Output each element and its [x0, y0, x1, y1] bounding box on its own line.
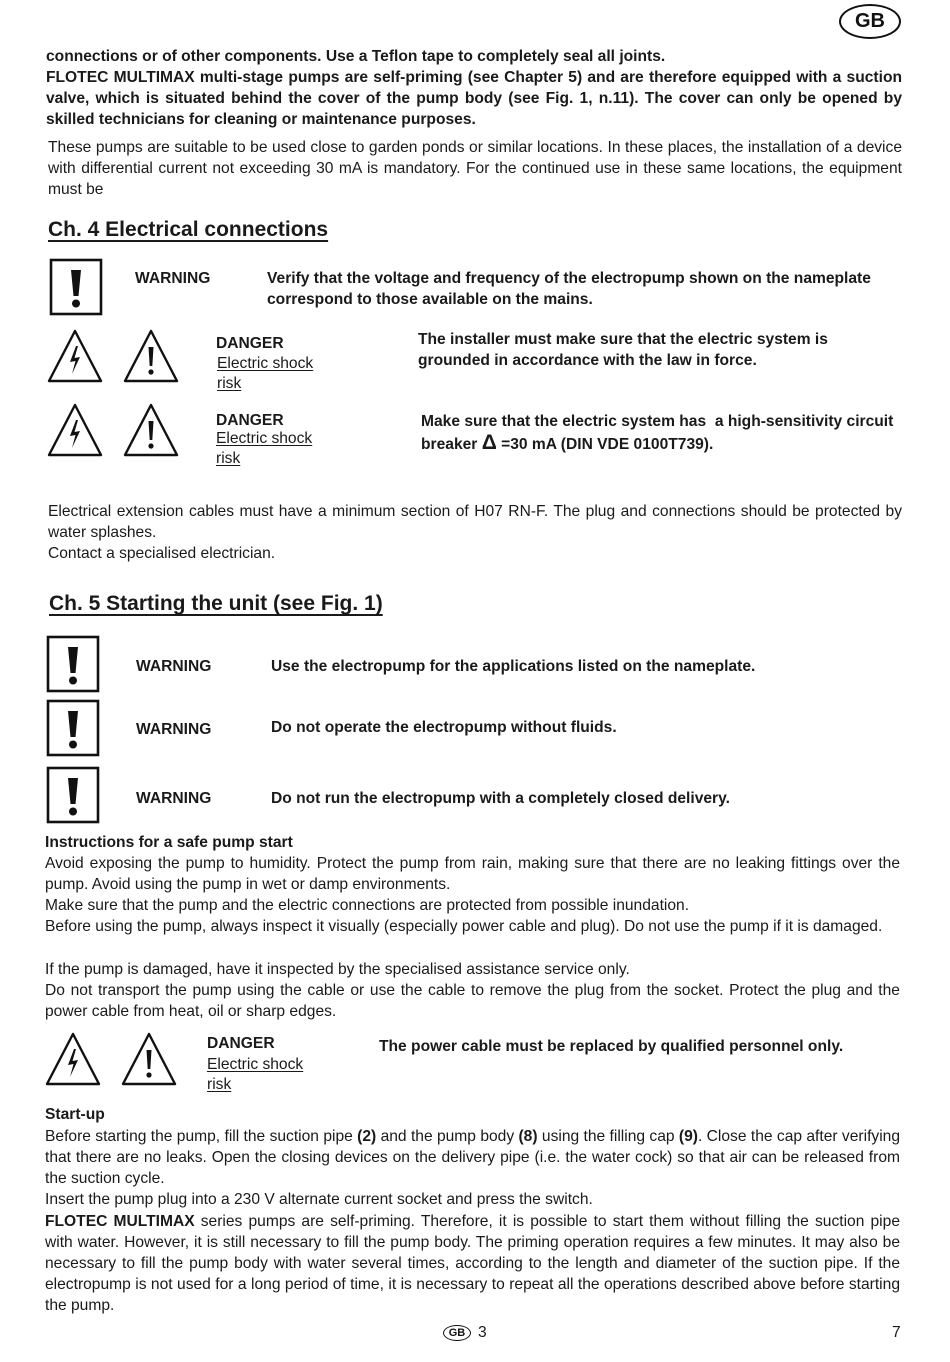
ch5-warning1-label: WARNING — [136, 658, 212, 675]
ch5-danger-label: DANGER — [207, 1035, 275, 1052]
ch4-danger1-sublabel-2: risk — [217, 375, 242, 392]
ch5-danger-sublabel-2: risk — [207, 1076, 232, 1093]
safe-start-para-4: If the pump is damaged, have it inspected by the specialised assistance service only. — [45, 961, 630, 978]
ch5-danger-text: The power cable must be replaced by qualified personnel only. — [379, 1038, 844, 1055]
footer-page-inner: 3 — [478, 1324, 487, 1341]
ch4-danger1-text: The installer must make sure that the electric system is grounded in accordance with the law in force. — [418, 331, 828, 369]
ch5-warning2-label: WARNING — [136, 721, 212, 738]
startup-para-2: Insert the pump plug into a 230 V alternate current socket and press the switch. — [45, 1191, 593, 1208]
ch4-extension-cable-note: Electrical extension cables must have a minimum section of H07 RN-F. The plug and connections should be protected by water splashes. — [48, 503, 902, 541]
safe-start-para-5: Do not transport the pump using the cable or use the cable to remove the plug from the socket. Protect the plug and the power cable from heat, oil or sharp edges. — [45, 982, 900, 1020]
safe-start-para-2: Make sure that the pump and the electric connections are protected from possible inundation. — [45, 897, 690, 914]
startup-heading: Start-up — [45, 1106, 105, 1123]
intro-normal-para: These pumps are suitable to be used close to garden ponds or similar locations. In these places, the installation of a device with differential current not exceeding 30 mA is mandatory. For the continued use in these same locations, the equipment must be — [48, 139, 902, 198]
startup-p1-a: Before starting the pump, fill the suction pipe — [45, 1128, 358, 1145]
intro-bold-para: FLOTEC MULTIMAX multi-stage pumps are self-priming (see Chapter 5) and are therefore equipped with a suction valve, which is situated behind the cover of the pump body (see Fig. 1, n.11). The cover can only be opened by skilled technicians for cleaning or maintenance purposes. — [46, 69, 902, 128]
electric-shock-icon — [44, 1031, 102, 1087]
ch5-warning1-text: Use the electropump for the applications listed on the nameplate. — [271, 658, 756, 675]
intro-bold-line-1: connections or of other components. Use a Teflon tape to completely seal all joints. — [46, 48, 666, 65]
ch4-danger2-sublabel-1: Electric shock — [216, 430, 313, 447]
startup-p1-c: and the pump body — [376, 1128, 519, 1145]
warning-icon — [46, 699, 100, 757]
safe-start-heading: Instructions for a safe pump start — [45, 834, 293, 851]
ref-pump-body: (8) — [518, 1128, 538, 1145]
ref-filling-cap: (9) — [678, 1128, 698, 1145]
breaker-rating: =30 mA (DIN VDE 0100T739). — [496, 436, 714, 453]
ch4-warning-text: Verify that the voltage and frequency of the electropump shown on the nameplate correspond to those available on the mains. — [267, 270, 871, 308]
ch4-danger2-text-line-2 — [421, 432, 713, 455]
warning-icon — [46, 766, 100, 824]
ch5-warning3-text: Do not run the electropump with a completely closed delivery. — [271, 790, 730, 807]
ch4-warning-label: WARNING — [135, 270, 211, 287]
caution-triangle-icon — [120, 1031, 178, 1087]
ch4-danger1-label: DANGER — [216, 335, 284, 352]
ch4-danger2-sublabel-2: risk — [216, 450, 241, 467]
startup-para-1 — [45, 1126, 900, 1189]
electric-shock-icon — [46, 328, 104, 384]
ch4-danger2-text-line-1: Make sure that the electric system has a high-sensitivity circuit — [421, 413, 894, 430]
warning-icon — [46, 635, 100, 693]
footer-page-number: 7 — [892, 1324, 901, 1341]
language-badge-text: GB — [855, 10, 885, 32]
ch4-danger2-label: DANGER — [216, 412, 284, 429]
startup-p1-g: . Close the cap after verifying that there are no leaks. Open the closing devices on the delivery pipe (i.e. the water cock) so that air can be released from the suction cycle. — [45, 1128, 901, 1187]
caution-triangle-icon — [122, 328, 180, 384]
ch5-warning3-label: WARNING — [136, 790, 212, 807]
startup-p1-e: using the filling cap — [537, 1128, 679, 1145]
startup-p3-rest: series pumps are self-priming. Therefore, it is possible to start them without filling the suction pipe with water. However, it is still necessary to fill the pump body. The priming operation requires a few minutes. It may also be necessary to fill the pump body with water several times, according to the length and diameter of the suction pipe. If the electropump is not used for a long period of time, it is necessary to repeat all the operations described above before starting the pump. — [45, 1213, 900, 1314]
breaker-text: breaker — [421, 436, 482, 453]
ch4-danger1-sublabel-1: Electric shock — [217, 355, 314, 372]
startup-para-3 — [45, 1211, 900, 1316]
warning-icon — [49, 258, 103, 316]
safe-start-para-3: Before using the pump, always inspect it visually (especially power cable and plug). Do not use the pump if it is damaged. — [45, 918, 883, 935]
ch5-danger-sublabel-1: Electric shock — [207, 1056, 304, 1073]
footer-badge-text: GB — [448, 1327, 466, 1339]
caution-triangle-icon — [122, 402, 180, 458]
ch4-title: Ch. 4 Electrical connections — [48, 218, 329, 241]
ch5-title: Ch. 5 Starting the unit (see Fig. 1) — [49, 592, 383, 615]
ch4-contact-electrician: Contact a specialised electrician. — [48, 545, 276, 562]
electric-shock-icon — [46, 402, 104, 458]
ref-suction-pipe: (2) — [357, 1128, 377, 1145]
safe-start-para-1: Avoid exposing the pump to humidity. Protect the pump from rain, making sure that there are no leaking fittings over the pump. Avoid using the pump in wet or damp environments. — [45, 855, 900, 893]
footer-language-badge — [443, 1325, 471, 1341]
ch5-warning2-text: Do not operate the electropump without fluids. — [271, 719, 617, 736]
delta-symbol: Δ — [481, 431, 497, 454]
brand-name: FLOTEC MULTIMAX — [45, 1213, 195, 1230]
language-badge — [839, 4, 901, 39]
